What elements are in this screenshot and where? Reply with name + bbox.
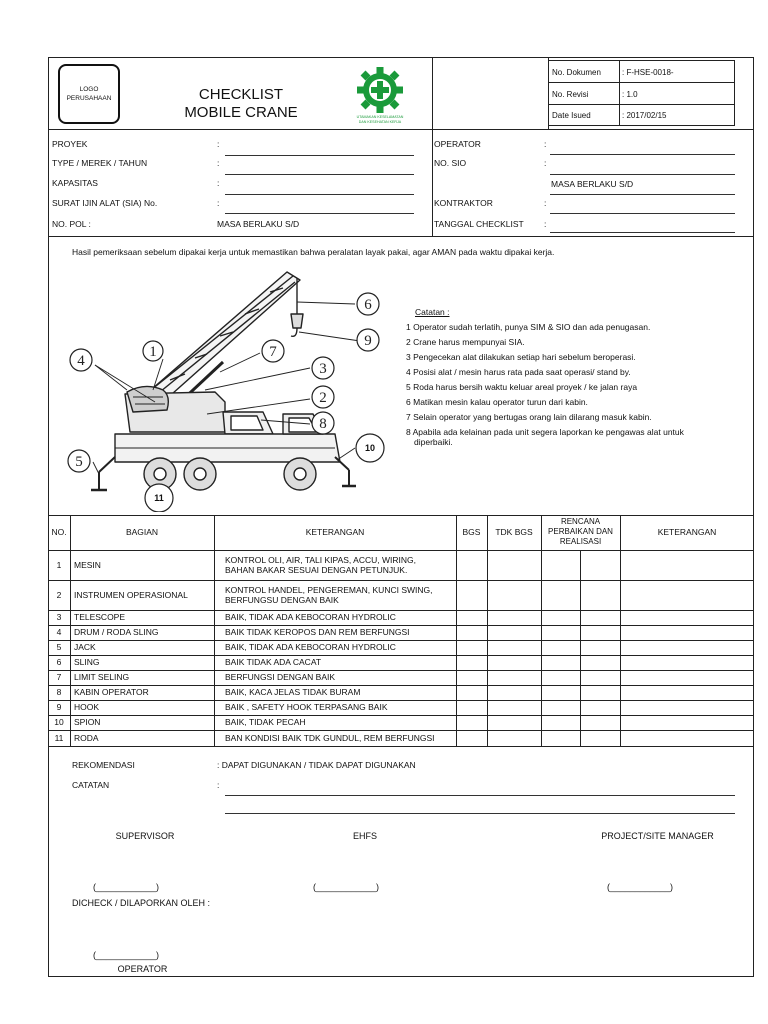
diagram-label: 1 [149,344,157,360]
row-no: 8 [56,687,62,697]
colon: : [217,780,220,790]
col-header-keterangan-2: KETERANGAN [657,527,717,537]
divider [70,515,71,746]
row-keterangan: BAIK , SAFETY HOOK TERPASANG BAIK [225,702,388,712]
row-keterangan: BERFUNGSI DENGAN BAIK [225,672,336,682]
rekomendasi-label: REKOMENDASI [72,760,135,770]
divider [48,625,754,626]
intro-text: Hasil pemeriksaan sebelum dipakai kerja untuk memastikan bahwa peralatan layak pakai, agar AMAN pada waktu dipakai kerja. [72,247,555,257]
divider [432,129,433,236]
diagram-label: 7 [269,344,277,360]
note-item: 8 Apabila ada kelainan pada unit segera laporkan ke pengawas alat untuk [406,427,684,437]
row-no: 11 [54,733,64,743]
ehfs-signature-field[interactable]: (____________) [313,882,380,892]
row-bagian: HOOK [74,702,100,712]
note-item: 1 Operator sudah terlatih, punya SIM & SIO dan ada penugasan. [406,322,651,332]
row-keterangan: BAIK, TIDAK ADA KEBOCORAN HYDROLIC [225,612,396,622]
supervisor-label: SUPERVISOR [115,831,175,841]
diagram-label: 2 [319,390,327,406]
divider [548,82,735,83]
sia-field[interactable] [225,213,414,214]
row-no: 4 [56,627,62,637]
proyek-label: PROYEK [52,139,88,149]
row-keterangan: BAIK, KACA JELAS TIDAK BURAM [225,687,361,697]
row-keterangan: BAN KONDISI BAIK TDK GUNDUL, REM BERFUNGSI [225,733,435,743]
seal-text: DAN KESEHATAN KERJA [358,120,402,124]
ehfs-label: EHFS [352,831,377,841]
kapasitas-field[interactable] [225,194,414,195]
divider [48,580,754,581]
nopol-label: NO. POL : [52,219,91,229]
divider [48,550,754,551]
kapasitas-label: KAPASITAS [52,178,98,188]
seal-text: UTAMAKAN KESELAMATAN [356,115,404,119]
row-bagian: INSTRUMEN OPERASIONAL [74,590,188,600]
type-field[interactable] [225,174,414,175]
diagram-label: 4 [77,353,85,369]
note-item: 2 Crane harus mempunyai SIA. [406,337,525,347]
proyek-field[interactable] [225,155,414,156]
divider [48,236,754,237]
note-item: 5 Roda harus bersih waktu keluar areal proyek / ke jalan raya [406,382,638,392]
divider [48,685,754,686]
divider [48,610,754,611]
kontraktor-label: KONTRAKTOR [434,198,493,208]
diagram-label: 8 [319,416,327,432]
project-manager-label: PROJECT/SITE MANAGER [601,831,714,841]
row-bagian: LIMIT SELING [74,672,130,682]
operator-field[interactable] [550,154,735,155]
row-no: 10 [54,717,64,727]
diagram-label: 10 [364,443,376,453]
row-no: 1 [56,560,62,570]
divider [48,700,754,701]
row-bagian: TELESCOPE [74,612,126,622]
note-item: 4 Posisi alat / mesin harus rata pada saat operasi/ stand by. [406,367,631,377]
notes-heading: Catatan : [415,307,450,317]
row-no: 7 [56,672,62,682]
col-header-keterangan: KETERANGAN [305,527,365,537]
masa-berlaku-right-label: MASA BERLAKU S/D [551,179,634,189]
doc-number-value: : F-HSE-0018- [622,68,674,77]
date-issued-label: Date Isued [552,111,591,120]
mobile-crane-diagram [55,262,400,512]
pm-signature-field[interactable]: (____________) [607,882,674,892]
dicheck-label: DICHECK / DILAPORKAN OLEH : [72,898,211,908]
rekomendasi-value[interactable]: : DAPAT DIGUNAKAN / TIDAK DAPAT DIGUNAKAN [217,760,416,770]
divider [548,104,735,105]
divider [214,515,215,746]
row-bagian: MESIN [74,560,101,570]
company-logo-placeholder [58,64,120,124]
colon: : [544,158,547,168]
diagram-label: 11 [154,493,164,503]
no-sio-label: NO. SIO [434,158,467,168]
diagram-label: 5 [75,454,83,470]
divider [487,515,488,746]
row-no: 9 [56,702,62,712]
no-sio-field[interactable] [550,174,735,175]
row-keterangan: BAIK TIDAK KEROPOS DAN REM BERFUNGSI [225,627,410,637]
diagram-label: 9 [364,333,372,349]
revision-label: No. Revisi [552,90,589,99]
divider [432,57,433,129]
colon: : [217,178,220,188]
supervisor-signature-field[interactable]: (____________) [93,882,160,892]
note-item: 6 Matikan mesin kalau operator turun dari kabin. [406,397,588,407]
divider [48,515,754,516]
operator-label: OPERATOR [117,964,168,974]
logo-text: LOGO [79,86,99,93]
col-header-rencana: RENCANA PERBAIKAN DAN REALISASI [548,517,613,546]
row-no: 2 [56,590,62,600]
colon: : [544,219,547,229]
row-no: 6 [56,657,62,667]
row-bagian: KABIN OPERATOR [74,687,149,697]
sia-label: SURAT IJIN ALAT (SIA) No. [52,198,158,208]
col-header-bagian: BAGIAN [125,527,159,537]
diagram-label: 3 [319,361,327,377]
colon: : [544,198,547,208]
diagram-label: 6 [364,297,372,313]
divider [456,515,457,746]
operator-signature-field[interactable]: (____________) [93,950,160,960]
note-item: 7 Selain operator yang bertugas orang lain dilarang masuk kabin. [406,412,652,422]
row-keterangan: KONTROL HANDEL, PENGEREMAN, KUNCI SWING, BERFUNGSU DENGAN BAIK [225,585,433,605]
masa-berlaku-left-label: MASA BERLAKU S/D [217,219,300,229]
page-title: CHECKLIST MOBILE CRANE [184,86,298,121]
row-keterangan: BAIK, TIDAK PECAH [225,717,306,727]
divider [48,746,754,747]
colon: : [217,139,220,149]
row-bagian: RODA [74,733,99,743]
date-issued-value: : 2017/02/15 [622,111,667,120]
colon: : [217,158,220,168]
col-header-no: NO. [51,527,67,537]
row-no: 3 [56,612,62,622]
colon: : [544,139,547,149]
row-bagian: JACK [74,642,96,652]
row-keterangan: BAIK TIDAK ADA CACAT [225,657,322,667]
divider [48,670,754,671]
note-item-continued: diperbaiki. [414,437,453,447]
divider [48,715,754,716]
row-keterangan: BAIK, TIDAK ADA KEBOCORAN HYDROLIC [225,642,396,652]
divider [48,129,754,130]
type-label: TYPE / MEREK / TAHUN [52,158,148,168]
kontraktor-field[interactable] [550,213,735,214]
logo-text: PERUSAHAAN [66,95,112,102]
row-bagian: SPION [74,717,101,727]
notes-list [406,322,684,447]
operator-label: OPERATOR [434,139,481,149]
tanggal-checklist-label: TANGGAL CHECKLIST [434,219,524,229]
revision-value: : 1.0 [622,90,638,99]
k3-safety-seal-icon [350,64,410,126]
divider [48,730,754,731]
row-bagian: DRUM / RODA SLING [74,627,159,637]
catatan-field[interactable] [225,795,735,796]
divider [541,515,542,746]
catatan-label: CATATAN [72,780,110,790]
row-keterangan: KONTROL OLI, AIR, TALI KIPAS, ACCU, WIRING, BAHAN BAKAR SESUAI DENGAN PETUNJUK. [225,555,416,575]
col-header-bgs: BGS [462,527,481,537]
tanggal-field[interactable] [550,232,735,233]
divider [48,655,754,656]
divider [48,640,754,641]
masa-berlaku-field[interactable] [550,194,735,195]
row-no: 5 [56,642,62,652]
catatan-field[interactable] [225,813,735,814]
divider [580,550,581,746]
row-bagian: SLING [74,657,100,667]
divider [620,515,621,746]
col-header-tdk-bgs: TDK BGS [495,527,533,537]
note-item: 3 Pengecekan alat dilakukan setiap hari sebelum beroperasi. [406,352,636,362]
doc-number-label: No. Dokumen [552,68,601,77]
colon: : [217,198,220,208]
